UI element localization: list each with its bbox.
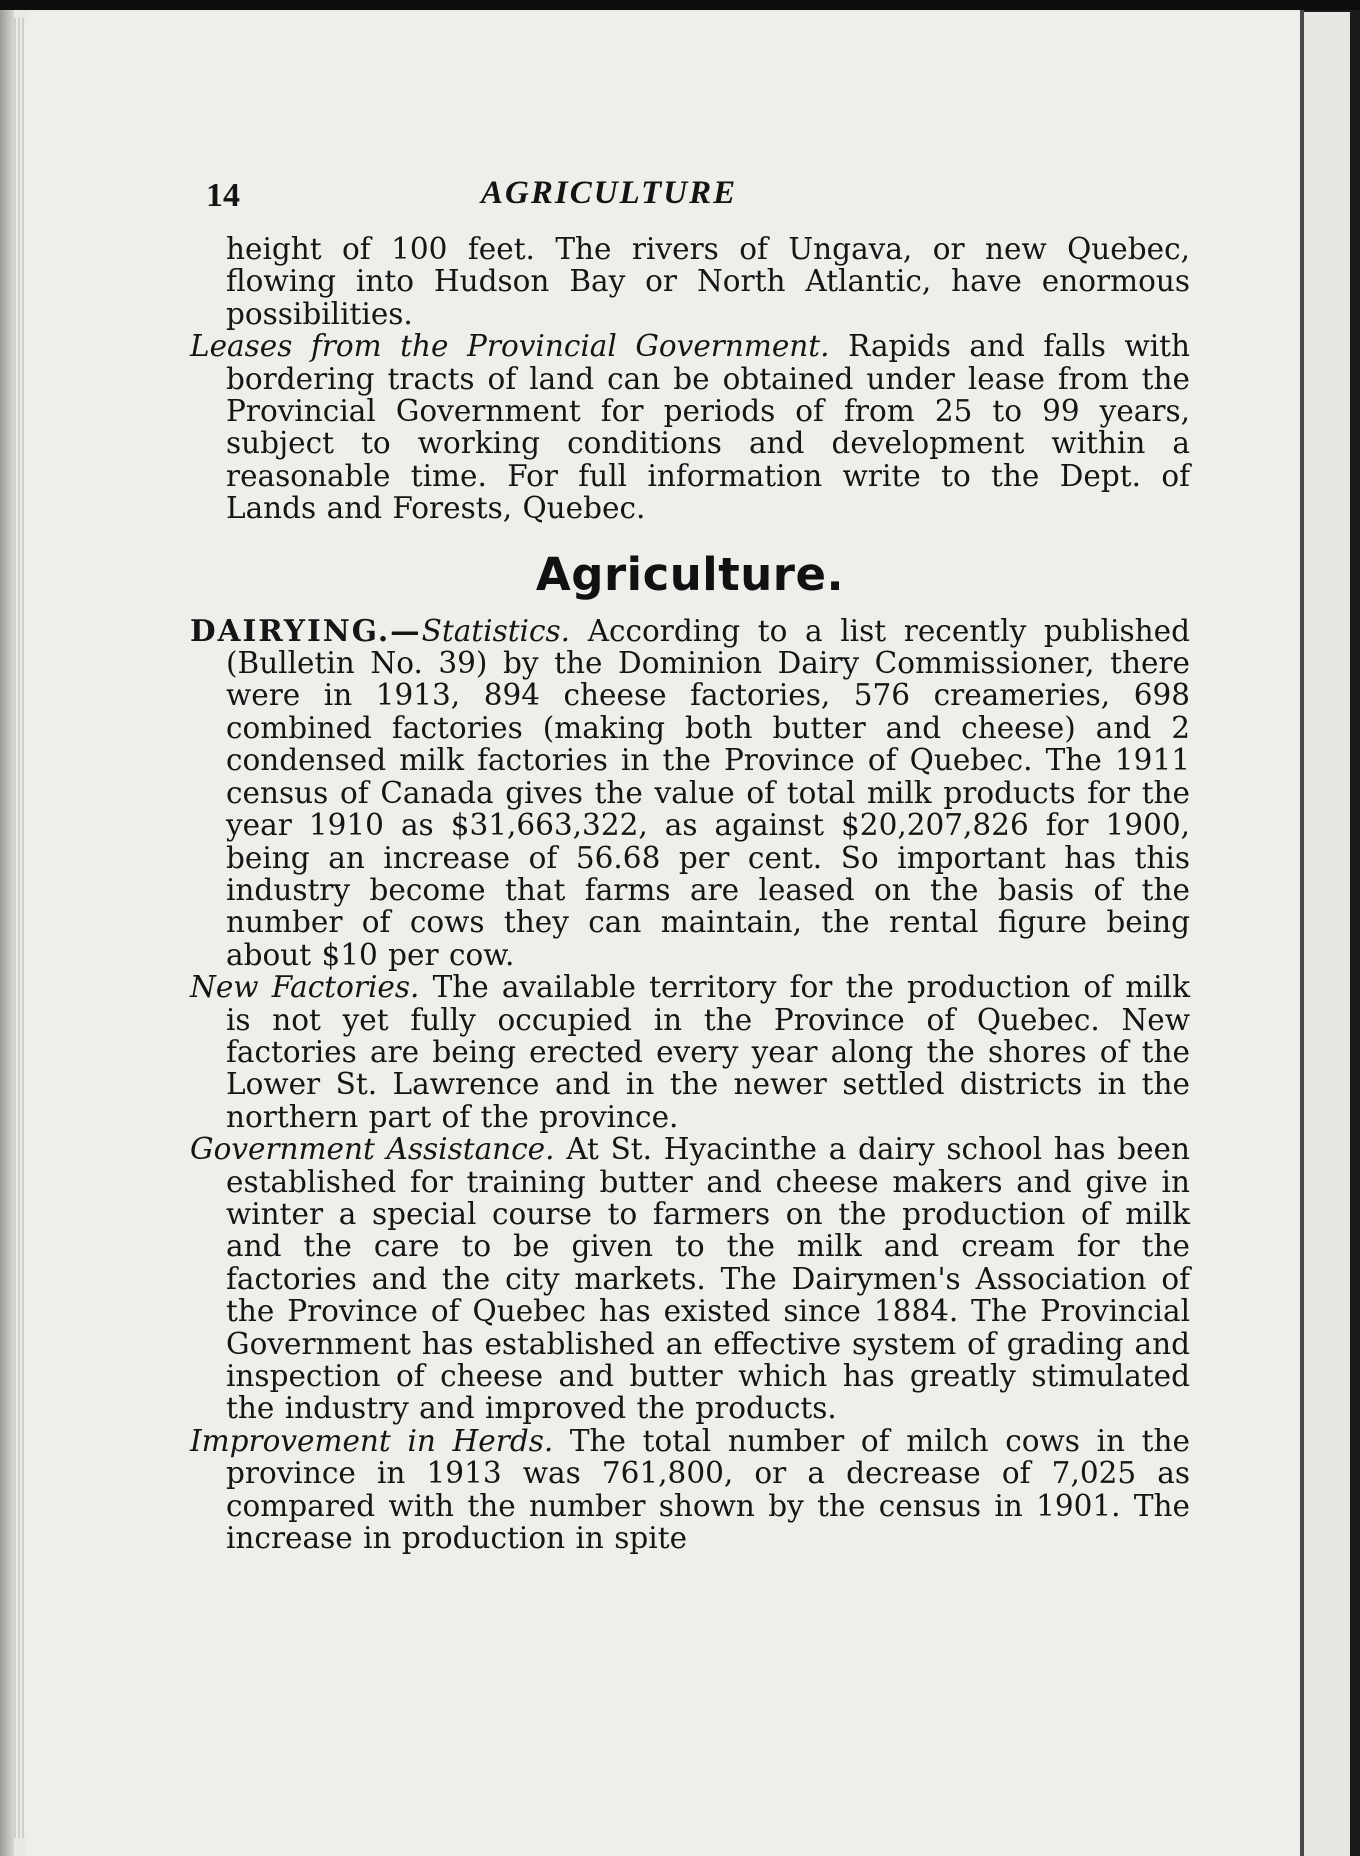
book-spine-shadow (0, 10, 14, 1856)
paragraph-text: At St. Hyacinthe a dairy school has been established for training butter and cheese makers and give in winter a special course to farmers on the production of milk and the care to be given to the milk and cream for the factories and the city markets. The Dairymen's Association of the Province of Quebec has existed since 1884. The Provincial Government has established an effective system of grading and inspection of cheese and butter which has greatly stimulated the industry and improved the products. (226, 1132, 1191, 1426)
body-text (190, 233, 1190, 1554)
running-title: AGRICULTURE (481, 175, 738, 211)
paragraph-dairying (190, 612, 1190, 972)
paragraph-improvement-in-herds (190, 1425, 1190, 1555)
paragraph-lead: New Factories. (190, 970, 420, 1005)
paragraph-lead: Improvement in Herds. (190, 1423, 554, 1458)
paragraph-leases (190, 330, 1190, 524)
page-number: 14 (206, 177, 240, 214)
section-heading: Agriculture. (535, 547, 845, 601)
page-gutter (1300, 10, 1304, 1856)
paragraph-lead: Leases from the Provincial Government. (190, 329, 830, 364)
paragraph-lead: Statistics. (421, 613, 571, 648)
paragraph-government-assistance (190, 1133, 1190, 1425)
paragraph-text: height of 100 feet. The rivers of Ungava, or new Quebec, flowing into Hudson Bay or North Atlantic, have enormous possibilities. (226, 232, 1190, 331)
paragraph-text: The total number of milch cows in the province in 1913 was 761,800, or a decrease of 7,025 as compared with the number shown by the census in 1901. The increase in production in spite (226, 1423, 1190, 1556)
scan-top-border (0, 0, 1360, 10)
running-head (206, 177, 1056, 227)
paragraph-continuation (190, 233, 1190, 330)
paragraph-new-factories (190, 971, 1190, 1133)
paragraph-text: According to a list recently published (Bulletin No. 39) by the Dominion Dairy Commissioner, there were in 1913, 894 cheese factories, 576 creameries, 698 combined factories (making both butter and cheese) and 2 condensed milk factories in the Province of Quebec. The 1911 census of Canada gives the value of total milk products for the year 1910 as $31,663,322, as against $20,207,826 for 1900, being an increase of 56.68 per cent. So important has this industry become that farms are leased on the basis of the number of cows they can maintain, the rental figure being about $10 per cow. (226, 613, 1190, 972)
page-edge-stack (14, 18, 26, 1838)
paragraph-lead-caps: DAIRYING.— (190, 612, 422, 648)
paragraph-lead: Government Assistance. (190, 1132, 555, 1167)
next-page-edge (1304, 12, 1350, 1856)
paragraph-text: Rapids and falls with bordering tracts of land can be obtained under lease from the Provincial Government for periods of from 25 to 99 years, subject to working conditions and development within a reasonable time. For full information write to the Dept. of Lands and Forests, Quebec. (226, 329, 1190, 526)
paragraph-text: The available territory for the production of milk is not yet fully occupied in the Province of Quebec. New factories are being erected every year along the shores of the Lower St. Lawrence and in the newer settled districts in the northern part of the province. (226, 970, 1190, 1134)
